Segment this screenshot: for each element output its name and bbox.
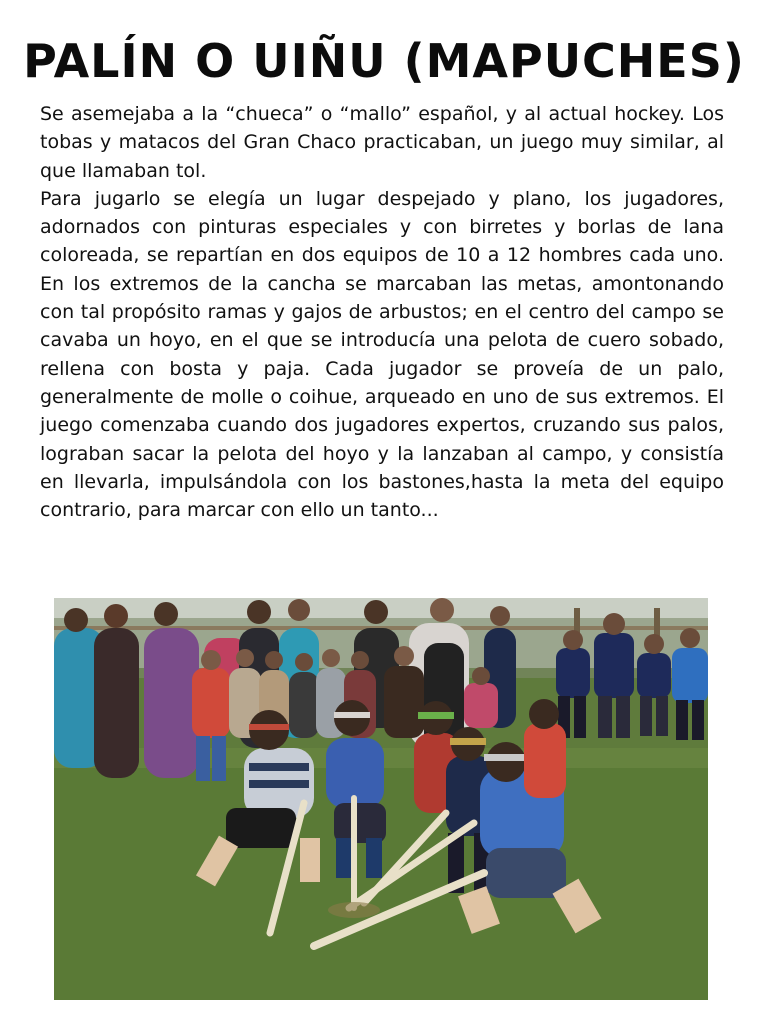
page-title: PALÍN O UIÑU (MAPUCHES) <box>23 34 745 88</box>
palin-game-photo <box>54 598 708 1000</box>
paragraph-intro: Se asemejaba a la “chueca” o “mallo” español, y al actual hockey. Los tobas y matacos del Gran Chaco practicaban, un juego muy similar, al que llamaban tol. <box>40 103 724 182</box>
paragraph-description: Para jugarlo se elegía un lugar despejado y plano, los jugadores, adornados con pinturas especiales y con birretes y borlas de lana coloreada, se repartían en dos equipos de 10 a 12 hombres cada uno. En los extremos de la cancha se marcaban las metas, amontonando con tal propósito ramas y gajos de arbustos; en el centro del campo se cavaba un hoyo, en el que se introducía una pelota de cuero sobado, rellena con bosta y paja. Cada jugador se proveía de un palo, generalmente de molle o coihue, arqueado en uno de sus extremos. El juego comenzaba cuando dos jugadores expertos, cruzando sus palos, lograban sacar la pelota del hoyo y la lanzaban al campo, y consistía en llevarla, impulsándola con los bastones,hasta la meta del equipo contrario, para marcar con ello un tanto... <box>40 187 724 522</box>
body-text <box>40 100 724 524</box>
photo-illustration <box>54 598 708 1000</box>
